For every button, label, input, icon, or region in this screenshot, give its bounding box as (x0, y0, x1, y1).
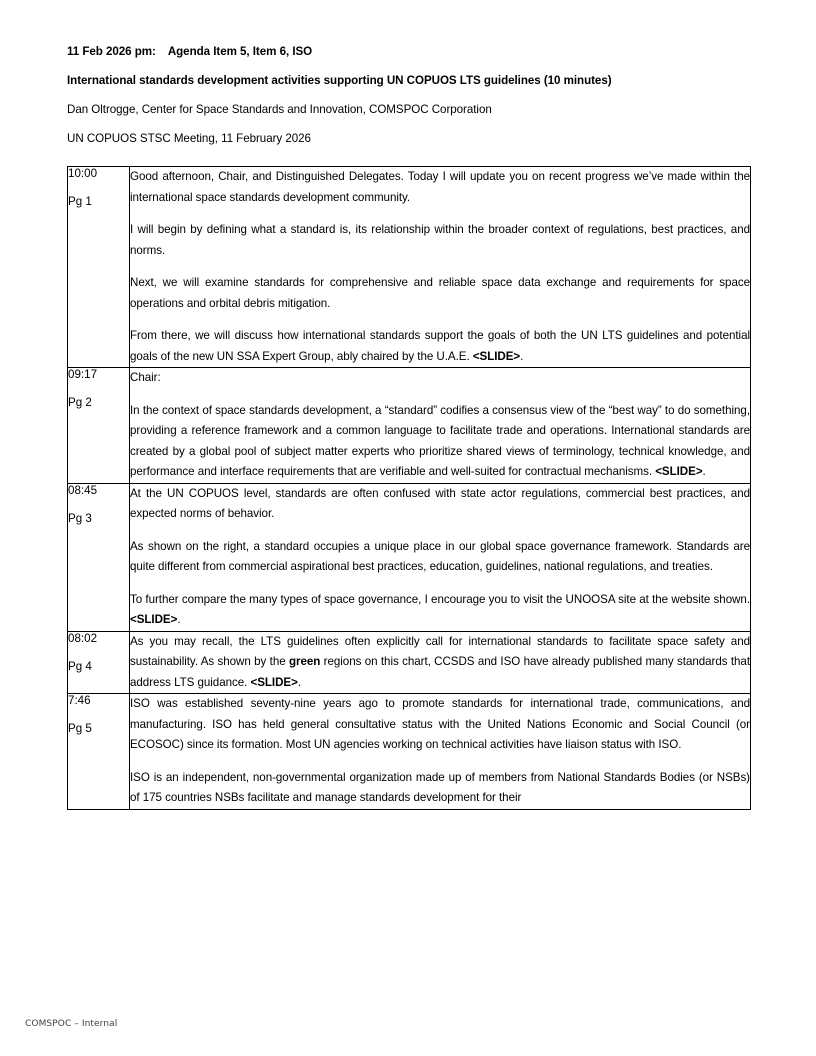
emphasis-run: <SLIDE> (250, 675, 298, 689)
table-row (68, 483, 751, 631)
script-paragraph (130, 220, 750, 261)
header-title: International standards development activities supporting UN COPUOS LTS guidelines (10 minutes) (67, 74, 612, 87)
header-author: Dan Oltrogge, Center for Space Standards and Innovation, COMSPOC Corporation (67, 103, 492, 116)
script-paragraph (130, 694, 750, 756)
cue-page-number: Pg 3 (68, 511, 92, 525)
script-text-cell (130, 167, 751, 368)
header-agenda-line (67, 45, 751, 59)
text-run: In the context of space standards development, a “standard” codifies a consensus view of the “best way” to do something, providing a reference framework and a common language to facilitate trade and operations. International standards are created by a global pool of subject matter experts who prioritize shared views of terminology, technical knowledge, and performance and interface requirements that are verifiable and well-suited for contractual mechanisms. (130, 403, 750, 478)
emphasis-run: <SLIDE> (655, 465, 703, 478)
script-paragraph (130, 368, 750, 389)
script-paragraph (130, 484, 750, 525)
text-run: Chair: (130, 371, 161, 384)
text-run: . (702, 465, 706, 478)
script-text-cell (130, 631, 751, 694)
agenda-script-table (67, 166, 751, 810)
cue-page-number: Pg 2 (68, 396, 92, 409)
text-run: From there, we will discuss how international standards support the goals of both the UN LTS guidelines and potential goals of the new UN SSA Expert Group, ably chaired by the U.A.E. (130, 329, 750, 363)
cue-page-number: Pg 5 (68, 722, 92, 735)
agenda-table-body (68, 167, 751, 810)
cue-time-cell (68, 694, 130, 810)
cue-time: 08:45 (68, 483, 98, 497)
script-paragraph (130, 273, 750, 314)
table-row (68, 631, 751, 694)
text-run: . (520, 349, 524, 363)
text-run: regions on this chart, CCSDS and ISO have already published many standards that address LTS guidance. (130, 655, 750, 689)
text-run: At the UN COPUOS level, standards are often confused with state actor regulations, commercial best practices, and expected norms of behavior. (130, 486, 750, 520)
table-row (68, 368, 751, 484)
text-run: . (297, 675, 302, 689)
script-paragraph (130, 768, 750, 809)
script-paragraph (130, 401, 750, 483)
emphasis-run: green (288, 655, 321, 668)
script-paragraph (130, 590, 750, 631)
text-run: Next, we will examine standards for comprehensive and reliable space data exchange and requirements for space operations and orbital debris mitigation. (130, 276, 750, 310)
script-text-cell (130, 368, 751, 484)
header-meeting: UN COPUOS STSC Meeting, 11 February 2026 (67, 132, 311, 145)
table-row (68, 694, 751, 810)
cue-time-cell (68, 631, 130, 694)
text-run: To further compare the many types of space governance, I encourage you to visit the UNOOSA site at the website shown. (130, 592, 750, 606)
header-agenda-items: Agenda Item 5, Item 6, ISO (167, 45, 313, 58)
script-text-cell (130, 483, 751, 631)
cue-time: 08:02 (68, 631, 98, 645)
emphasis-run: <SLIDE> (130, 613, 178, 626)
text-run: I will begin by defining what a standard is, its relationship within the broader context of regulations, best practices, and norms. (130, 223, 750, 257)
text-run: ISO is an independent, non-governmental organization made up of members from National Standards Bodies (or NSBs) of 175 countries NSBs facilitate and manage standards development for their (130, 770, 750, 804)
script-paragraph (130, 632, 750, 694)
table-row (68, 167, 751, 368)
text-run: Good afternoon, Chair, and Distinguished Delegates. Today I will update you on recent progress we’ve made within the international space standards development community. (130, 170, 750, 204)
cue-time-cell (68, 167, 130, 368)
script-paragraph (130, 167, 750, 208)
script-text-cell (130, 694, 751, 810)
page-footer: COMSPOC – Internal (25, 1019, 118, 1029)
cue-time-cell (68, 368, 130, 484)
text-run: As shown on the right, a standard occupies a unique place in our global space governance framework. Standards are quite different from commercial aspirational best practices, education, guidelines, national regulations, and treaties. (130, 539, 750, 573)
text-run: As you may recall, the LTS guidelines often explicitly call for international standards to facilitate space safety and sustainability. As shown by the (130, 634, 750, 668)
document-header (67, 45, 751, 161)
emphasis-run: <SLIDE> (472, 349, 521, 363)
script-paragraph (130, 326, 750, 367)
cue-time: 7:46 (68, 694, 91, 707)
header-date-label: 11 Feb 2026 pm: (67, 45, 156, 58)
cue-time: 09:17 (68, 368, 98, 381)
cue-page-number: Pg 1 (68, 195, 92, 208)
text-run: . (177, 613, 181, 626)
text-run: ISO was established seventy-nine years ago to promote standards for international trade, communications, and manufacturing. ISO has held general consultative status with the United Nations Economic and Social Council (or ECOSOC) since its formation. Most UN agencies working on technical activities have liaison status with ISO. (130, 697, 750, 751)
script-paragraph (130, 537, 750, 578)
cue-time-cell (68, 483, 130, 631)
cue-time: 10:00 (68, 167, 98, 180)
cue-page-number: Pg 4 (68, 659, 92, 673)
